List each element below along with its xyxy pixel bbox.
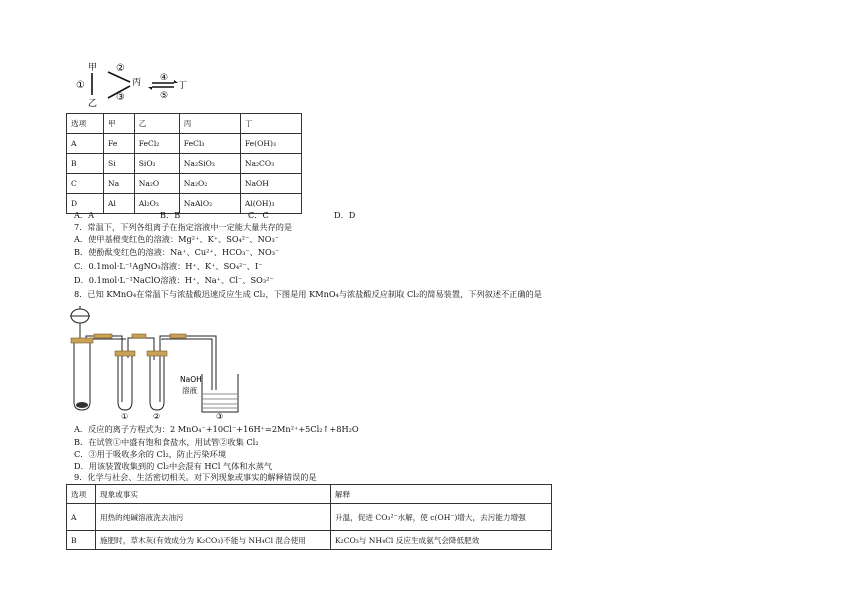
table-cell: A (67, 134, 104, 154)
table-cell: Na₂SiO₃ (179, 154, 240, 174)
table-cell: 升温，促进 CO₃²⁻水解，使 c(OH⁻)增大，去污能力增强 (331, 504, 552, 531)
table-cell: B (67, 154, 104, 174)
scheme-label-jia: 甲 (88, 63, 98, 73)
q8-option-d: D．用该装置收集到的 Cl₂中会混有 HCl 气体和水蒸气 (74, 461, 273, 471)
table-cell: Al₂O₃ (134, 194, 179, 214)
table-cell: NaOH (240, 174, 301, 194)
table-row (67, 531, 552, 550)
q7-stem: 7．常温下，下列各组离子在指定溶液中一定能大量共存的是 (74, 222, 293, 232)
tube-label-2: ② (153, 412, 161, 420)
table-cell: Si (104, 154, 135, 174)
table-cell: Al(OH)₃ (240, 194, 301, 214)
table-cell: Fe(OH)₃ (240, 134, 301, 154)
q8-option-a: A．反应的离子方程式为：2 MnO₄⁻+10Cl⁻+16H⁺=2Mn²⁺+5Cl₂↑+8H₂O (74, 424, 359, 434)
q6-option-a: A．A (74, 210, 95, 220)
table-header-row (67, 114, 302, 134)
scheme-label-2: ② (116, 63, 125, 74)
scheme-label-5: ⑤ (160, 91, 169, 101)
table-cell: Na₂CO₃ (240, 154, 301, 174)
chlorine-apparatus (66, 302, 336, 420)
table-header-cell: 现象或事实 (96, 485, 331, 504)
table-cell: A (67, 504, 96, 531)
q8-stem: 8．已知 KMnO₄在常温下与浓盐酸迅速反应生成 Cl₂，下图是用 KMnO₄与浓盐酸反应制取 Cl₂的简易装置，下列叙述不正确的是 (74, 289, 542, 299)
table-cell: Na (104, 174, 135, 194)
table-header-cell: 甲 (104, 114, 135, 134)
q9-stem: 9．化学与社会、生活密切相关。对下列现象或事实的解释错误的是 (74, 472, 317, 482)
table-header-cell: 选项 (67, 114, 104, 134)
table-row (67, 154, 302, 174)
beaker-label-solution: 溶液 (182, 386, 197, 395)
q7-option-b: B．使酚酞变红色的溶液：Na⁺、Cu²⁺、HCO₃⁻、NO₃⁻ (74, 247, 280, 257)
q7-option-a: A．使甲基橙变红色的溶液：Mg²⁺、K⁺、SO₄²⁻、NO₃⁻ (74, 234, 280, 244)
scheme-label-3: ③ (116, 92, 125, 103)
table-cell: FeCl₂ (134, 134, 179, 154)
table-header-cell: 解释 (331, 485, 552, 504)
table-cell: Al (104, 194, 135, 214)
table-header-cell: 丙 (179, 114, 240, 134)
q6-option-b: B．B (160, 210, 181, 220)
table-cell: NaAlO₂ (179, 194, 240, 214)
table-header-cell: 乙 (134, 114, 179, 134)
q6-option-c: C．C (248, 210, 269, 220)
q9-table (66, 484, 552, 550)
q6-option-d: D．D (334, 210, 356, 220)
tube-label-1: ① (121, 412, 129, 420)
table-row (67, 174, 302, 194)
q6-table (66, 113, 302, 214)
q7-option-c: C．0.1mol·L⁻¹AgNO₃溶液：H⁺、K⁺、SO₄²⁻、I⁻ (74, 261, 263, 271)
conversion-scheme (72, 58, 192, 110)
scheme-label-4: ④ (160, 73, 169, 83)
tube-label-3: ③ (216, 412, 224, 420)
table-cell: B (67, 531, 96, 550)
table-cell: Na₂O (134, 174, 179, 194)
table-cell: 施肥时，草木灰(有效成分为 K₂CO₃)不能与 NH₄Cl 混合使用 (96, 531, 331, 550)
scheme-label-bing: 丙 (132, 78, 142, 88)
table-row (67, 134, 302, 154)
table-cell: K₂CO₃与 NH₄Cl 反应生成氨气会降低肥效 (331, 531, 552, 550)
table-header-cell: 丁 (240, 114, 301, 134)
q8-option-c: C．③用于吸收多余的 Cl₂，防止污染环境 (74, 449, 227, 459)
table-cell: 用热的纯碱溶液洗去油污 (96, 504, 331, 531)
scheme-label-ding: 丁 (178, 81, 188, 91)
table-cell: FeCl₃ (179, 134, 240, 154)
table-cell: Fe (104, 134, 135, 154)
scheme-label-yi: 乙 (88, 99, 98, 109)
table-header-row (67, 485, 552, 504)
table-cell: Na₂O₂ (179, 174, 240, 194)
beaker-label-naoh: NaOH (180, 375, 202, 384)
q8-option-b: B．在试管①中盛有饱和食盐水，用试管②收集 Cl₂ (74, 437, 259, 447)
table-header-cell: 选项 (67, 485, 96, 504)
table-cell: SiO₂ (134, 154, 179, 174)
q7-option-d: D．0.1mol·L⁻¹NaClO溶液：H⁺、Na⁺、Cl⁻、SO₃²⁻ (74, 275, 274, 285)
table-cell: C (67, 174, 104, 194)
scheme-label-1: ① (76, 80, 85, 91)
table-row (67, 504, 552, 531)
table-cell: D (67, 194, 104, 214)
